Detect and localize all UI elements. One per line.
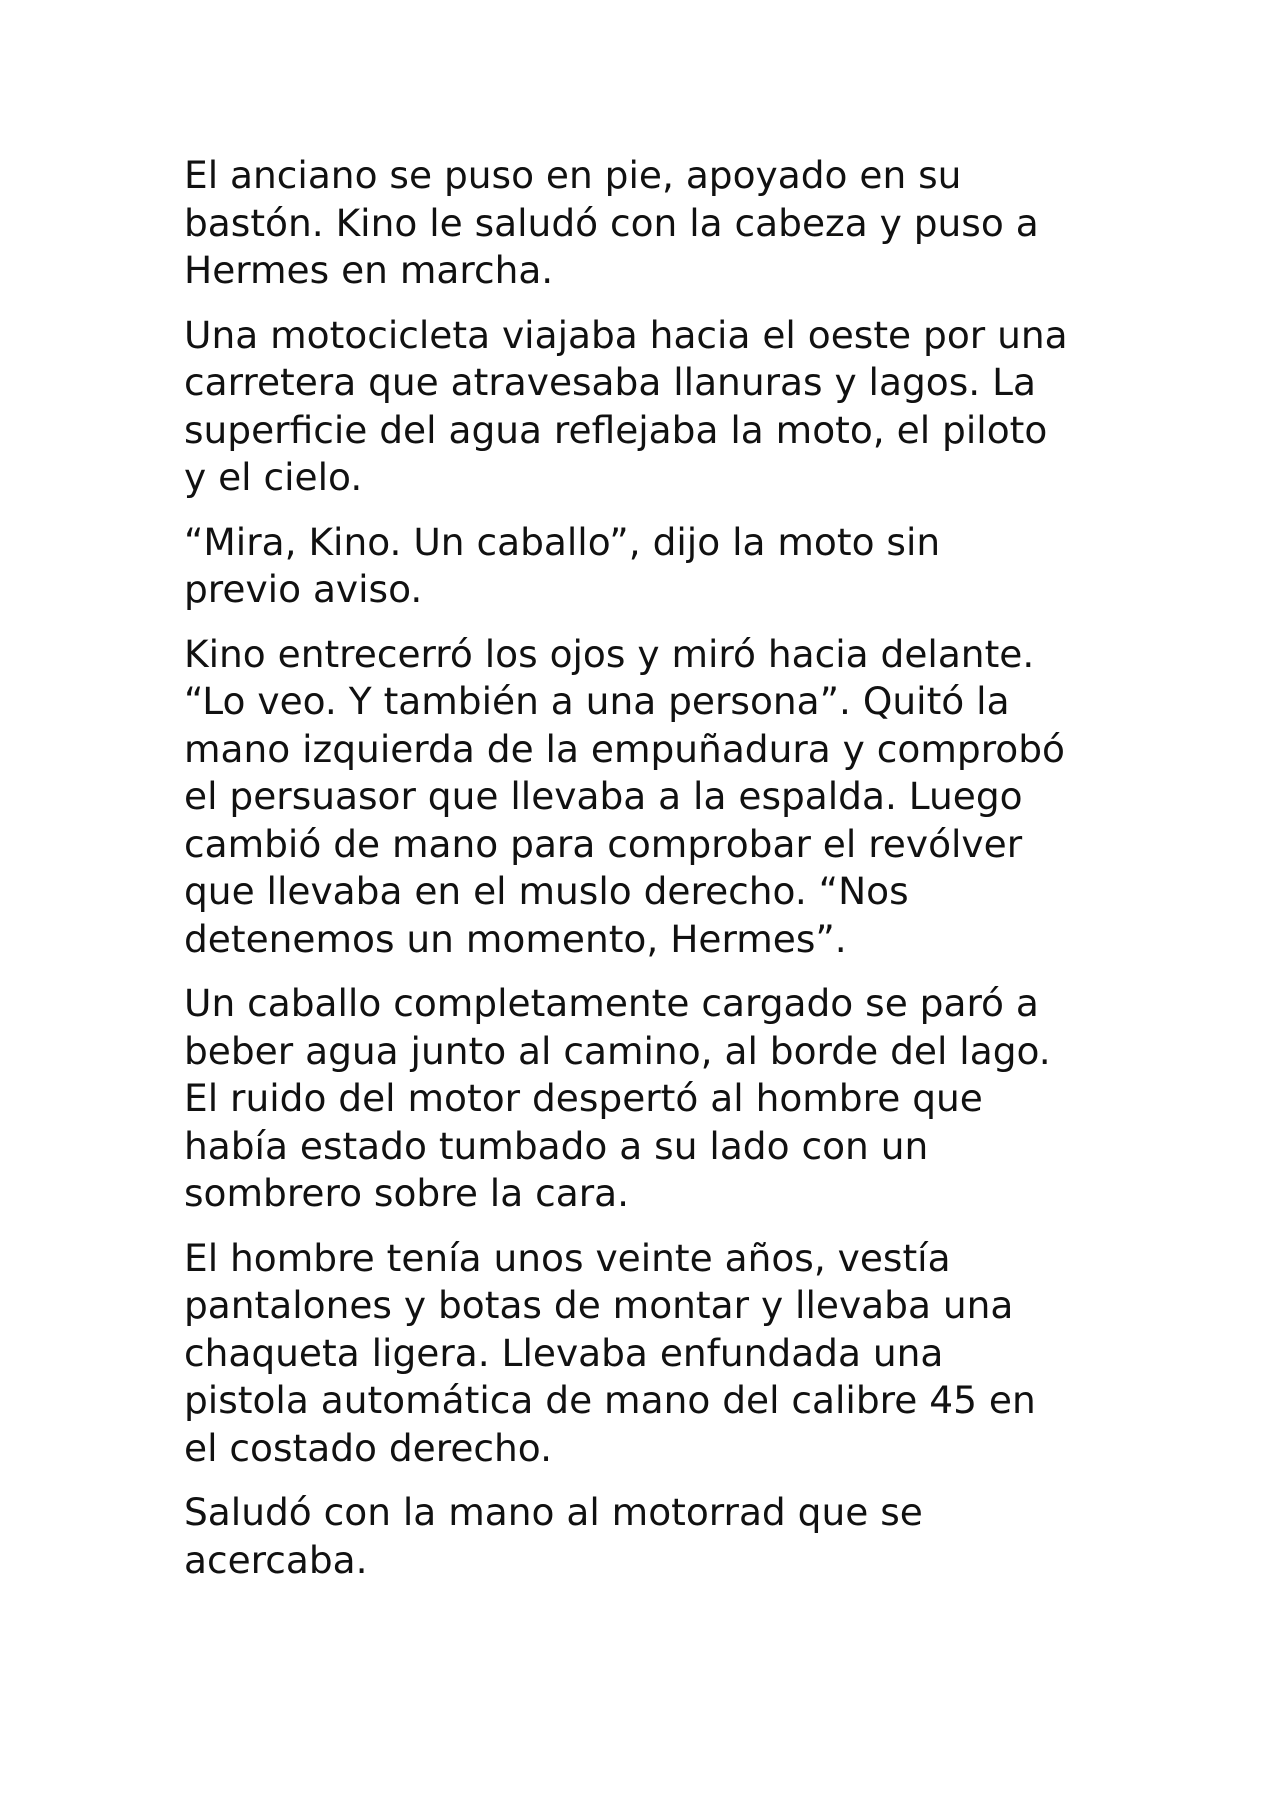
paragraph-4: Kino entrecerró los ojos y miró hacia delante. “Lo veo. Y también a una persona”. Quitó la mano izquierda de la empuñadura y comprobó el persuasor que llevaba a la espalda. Luego cambió de mano para comprobar el revólver que llevaba en el muslo derecho. “Nos detenemos un momento, Hermes”. — [184, 631, 1065, 961]
paragraph-6: El hombre tenía unos veinte años, vestía pantalones y botas de montar y llevaba una chaqueta ligera. Llevaba enfundada una pistola automática de mano del calibre 45 en el costado derecho. — [184, 1235, 1036, 1470]
body-text — [184, 152, 1124, 1601]
paragraph-5: Un caballo completamente cargado se paró a beber agua junto al camino, al borde del lago. El ruido del motor despertó al hombre que había estado tumbado a su lado con un sombrero sobre la cara. — [184, 981, 1051, 1215]
paragraph-2: Una motocicleta viajaba hacia el oeste por una carretera que atravesaba llanuras y lagos. La superficie del agua reflejaba la moto, el piloto y el cielo. — [184, 312, 1068, 499]
paragraph-1: El anciano se puso en pie, apoyado en su bastón. Kino le saludó con la cabeza y puso a Hermes en marcha. — [184, 153, 1039, 292]
paragraph-7: Saludó con la mano al motorrad que se acercaba. — [184, 1490, 923, 1582]
paragraph-3: “Mira, Kino. Un caballo”, dijo la moto sin previo aviso. — [184, 519, 941, 611]
